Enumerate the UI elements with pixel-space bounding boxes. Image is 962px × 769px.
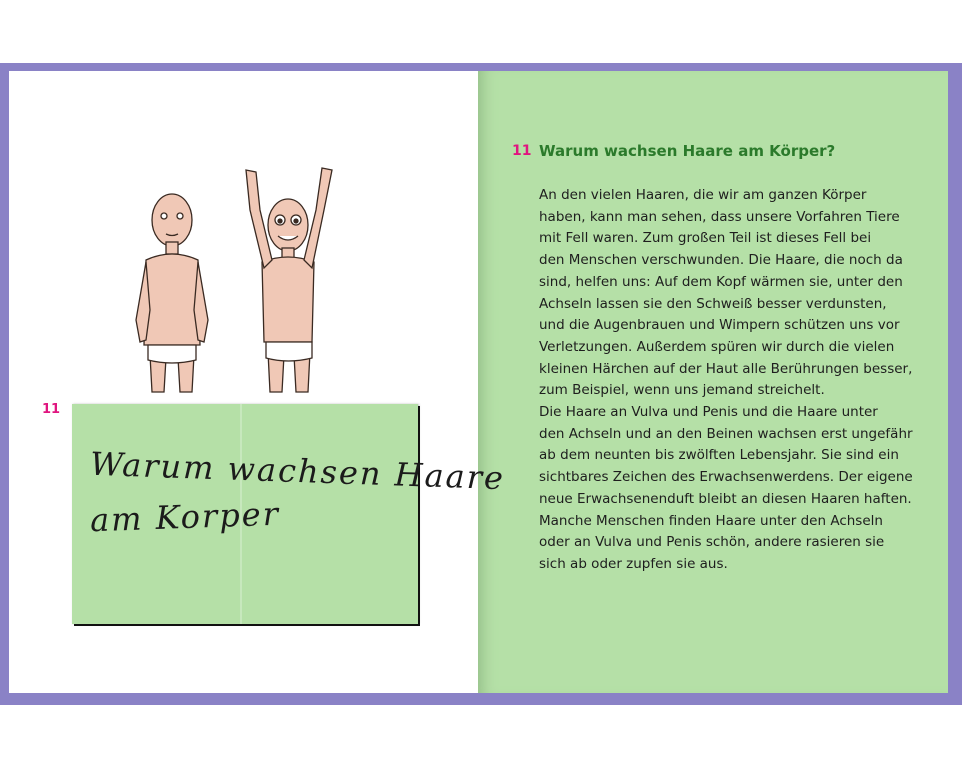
body-line: ab dem neunten bis zwölften Lebensjahr. Sie sind ein <box>539 447 899 464</box>
sticky-note <box>72 404 506 624</box>
body-line: zum Beispiel, wenn uns jemand streichelt. <box>539 382 825 399</box>
body-line: haben, kann man sehen, dass unsere Vorfahren Tiere <box>539 208 900 225</box>
body-line: sich ab oder zupfen sie aus. <box>539 555 728 572</box>
body-line: kleinen Härchen auf der Haut alle Berührungen besser, <box>539 360 913 377</box>
body-line: sichtbares Zeichen des Erwachsenwerdens. Der eigene <box>539 469 913 486</box>
body-line: Achseln lassen sie den Schweiß besser verdunsten, <box>539 295 887 312</box>
body-line: den Menschen verschwunden. Die Haare, die noch da <box>539 252 903 269</box>
body-text <box>539 185 919 576</box>
body-line: oder an Vulva und Penis schön, andere rasieren sie <box>539 534 885 551</box>
question-number: 11 <box>512 143 532 159</box>
question-title: Warum wachsen Haare am Körper? <box>539 142 836 160</box>
body-line: mit Fell waren. Zum großen Teil ist dieses Fell bei <box>539 230 872 247</box>
body-line: den Achseln und an den Beinen wachsen erst ungefähr <box>539 425 913 442</box>
body-line: sind, helfen uns: Auf dem Kopf wärmen sie, unter den <box>539 273 903 290</box>
body-line: Manche Menschen finden Haare unter den Achseln <box>539 512 883 529</box>
handwritten-line-1: Warum wachsen Haare <box>89 444 506 498</box>
calm-figure <box>136 194 208 392</box>
body-line: An den vielen Haaren, die wir am ganzen Körper <box>539 187 867 203</box>
body-line: Verletzungen. Außerdem spüren wir durch die vielen <box>539 338 895 355</box>
body-line: und die Augenbrauen und Wimpern schützen uns vor <box>539 317 900 334</box>
handwritten-line-2: am Korper <box>89 494 281 540</box>
body-line: neue Erwachsenenduft bleibt an diesen Haaren haften. <box>539 490 912 507</box>
body-line: Die Haare an Vulva und Penis und die Haare unter <box>539 404 878 421</box>
note-number: 11 <box>42 402 61 417</box>
figures-illustration <box>120 150 340 400</box>
excited-figure <box>246 168 332 392</box>
